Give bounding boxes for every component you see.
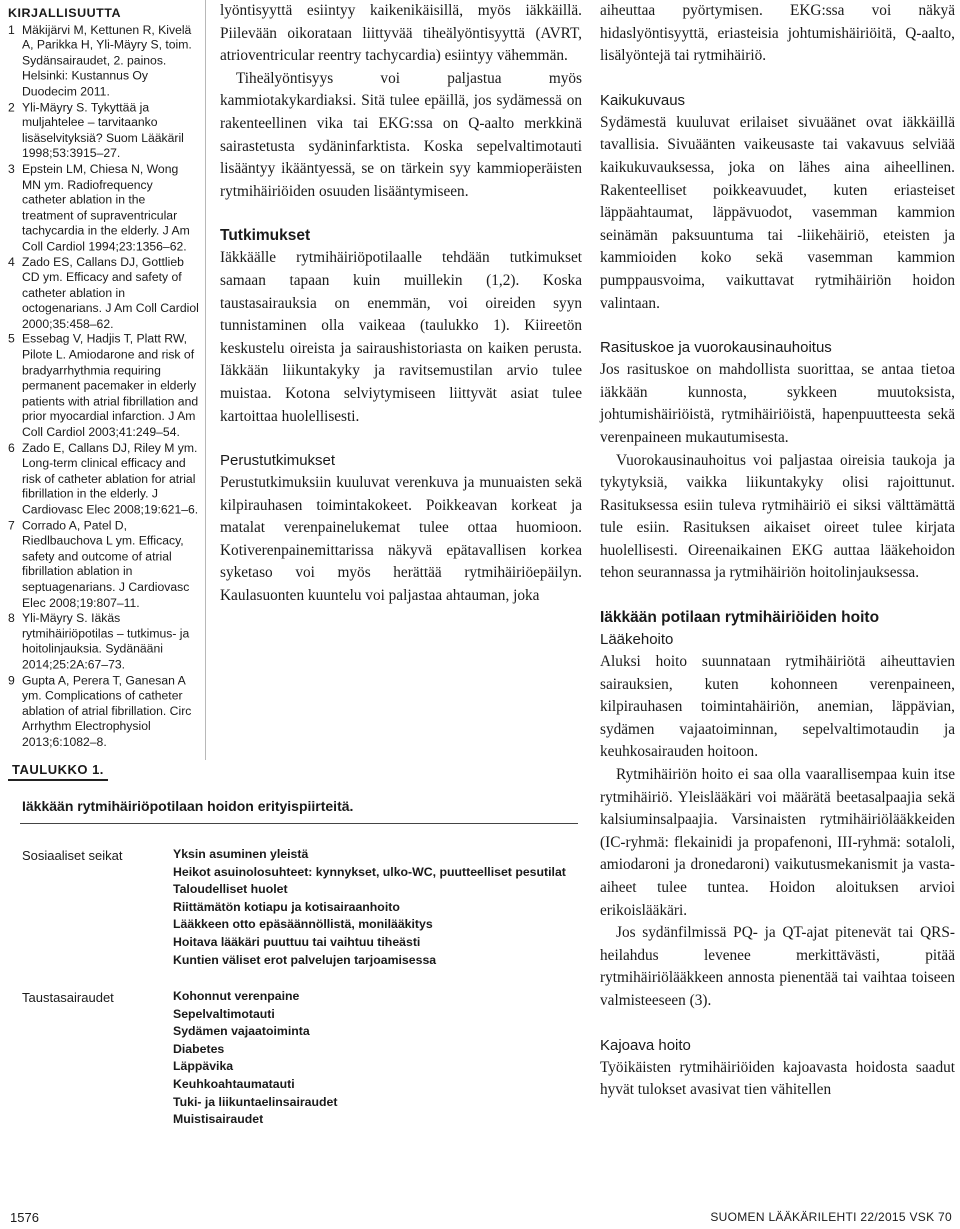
subheading-kaikukuvaus: Kaikukuvaus [600, 91, 686, 109]
reference-text: Epstein LM, Chiesa N, Wong MN ym. Radiofrequency catheter ablation in the treatment of supraventricular tachycardia in the elderly. J Am Coll Cardiol 1994;23:1356–62. [22, 161, 190, 254]
table-row-items [173, 988, 337, 1129]
table-cell: Sydämen vajaatoiminta [173, 1024, 310, 1039]
reference-number: 6 [8, 440, 15, 455]
reference-number: 3 [8, 161, 15, 176]
body-paragraph: Sydämestä kuuluvat erilaiset sivuäänet ovat iäkkäillä tavallisia. Sivuäänten vaikeusaste tai vakavuus selviää kaikukuvauksessa, joka on lähes aina aiheellinen. Rakenteelliset poikkeavuudet, kuten eriasteiset läppäahtaumat, läppävuodot, vasemman kammion seinämän paksuuntuma tai -liikehäiriö, eteisten ja kammioiden koko sekä vasemman kammion pumppausvoima, vaikuttavat rytmihäiriön hoidon valintaan. [600, 113, 955, 312]
reference-text: Gupta A, Perera T, Ganesan A ym. Complications of catheter ablation of atrial fibrillation. Circ Arrhythm Electrophysiol 2013;6:1082–8. [22, 673, 192, 749]
table-cell: Hoitava lääkäri puuttuu tai vaihtuu tiheästi [173, 934, 421, 949]
middle-column [220, 0, 582, 608]
table-cell: Kuntien väliset erot palvelujen tarjoamisessa [173, 952, 437, 967]
section-heading-tutkimukset: Tutkimukset [220, 227, 311, 245]
body-paragraph: aiheuttaa pyörtymisen. EKG:ssa voi näkyä hidaslyöntisyyttä, eriasteisia johtumishäiriöitä, Q-aalto, lisälyöntejä tai rytmihäiriö. [600, 2, 955, 65]
body-paragraph: Iäkkäälle rytmihäiriöpotilaalle tehdään tutkimukset samaan tapaan kuin muillekin (1,2). Koska taustasairauksia on enemmän, voi oireiden syyn tunnistaminen olla vaikeaa (taulukko 1). Kiireetön keskustelu oireista ja sairaushistoriasta on kaiken perusta. Iäkkään liikuntakyky ja ravitsemustilan arvio tulee muistaa. Kotona selviytymiseen liittyvät asiat tulee kartoittaa huolellisesti. [220, 249, 582, 425]
table-cell: Yksin asuminen yleistä [173, 847, 309, 861]
reference-number: 1 [8, 22, 15, 37]
table-cell: Muistisairaudet [173, 1112, 264, 1127]
reference-number: 9 [8, 673, 15, 687]
reference-item [8, 441, 200, 518]
reference-text: Essebag V, Hadjis T, Platt RW, Pilote L. Amiodarone and risk of bradyarrhythmia requiring permanent pacemaker in elderly patients with atrial fibrillation and prior myocardial infarction. J Am Coll Cardiol 2003;41:249–54. [22, 332, 199, 440]
body-paragraph: Jos rasituskoe on mahdollista suorittaa, se antaa tietoa iäkkään kunnosta, sykkeen muutoksista, johtumishäiriöistä, rytmihäiriöistä, hapenpuutteesta sekä verenpaineen mukautumisesta. [600, 361, 955, 446]
references-section [8, 6, 200, 750]
journal-info: SUOMEN LÄÄKÄRILEHTI 22/2015 VSK 70 [710, 1210, 952, 1224]
reference-item [8, 162, 200, 255]
reference-item [8, 332, 200, 440]
reference-text: Yli-Mäyry S. Tykyttää ja muljahtelee – tarvitaanko lisäselvityksiä? Suom Lääkäril 1998;53:3915–27. [22, 99, 184, 161]
table-caption: Iäkkään rytmihäiriöpotilaan hoidon erityispiirteitä. [22, 798, 354, 814]
reference-text: Zado ES, Callans DJ, Gottlieb CD ym. Efficacy and safety of catheter ablation in octogenarians. J Am Coll Cardiol 2000;35:458–62. [22, 254, 199, 331]
reference-number: 4 [8, 254, 15, 269]
subheading-perustutkimukset: Perustutkimukset [220, 452, 336, 470]
body-paragraph: lyöntisyyttä esiintyy kaikenikäisillä, myös iäkkäillä. Piilevään oikorataan liittyvää tiheälyöntisyyttä (AVRT, atrioventricular reentry tachycardia) esiintyy vähemmän. [220, 2, 582, 65]
reference-text: Corrado A, Patel D, Riedlbauchova L ym. Efficacy, safety and outcome of atrial fibrillation ablation in septuagenarians. J Cardiovasc Elec 2008;19:807–11. [22, 518, 190, 610]
body-paragraph: Työikäisten rytmihäiriöiden kajoavasta hoidosta saadut hyvät tulokset avasivat tien vähitellen [600, 1058, 955, 1099]
body-paragraph: Tiheälyöntisyys voi paljastua myös kammiotakykardiaksi. Sitä tulee epäillä, jos sydämessä on rakenteellinen vika tai EKG:ssa on Q-aalto merkkinä sairastetusta sydäninfarktista. Koska sepelvaltimotauti lisääntyy ikääntyessä, se on tärkein syy kammioperäisten rytmihäiriöiden osuuden lisääntymiseen. [220, 69, 582, 200]
right-column [600, 0, 955, 1102]
table-cell: Sepelvaltimotauti [173, 1006, 275, 1021]
body-paragraph: Aluksi hoito suunnataan rytmihäiriötä aiheuttavien sairauksien, kuten kohonneen verenpaineen, kilpirauhasen toimintahäiriön, anemian, läppävian, sydämen vajaatoiminnan, sepelvaltimotaudin ja keuhkosairauden hoitoon. [600, 653, 955, 761]
body-paragraph: Rytmihäiriön hoito ei saa olla vaarallisempaa kuin itse rytmihäiriö. Yleislääkäri voi määrätä beetasalpaajia sekä kalsiuminsalpaajia. Varsinaisten rytmihäiriölääkkeiden (IC-ryhmä: flekainidi ja propafenoni, III-ryhmä: sotaloli, amiodaroni ja dronedaroni) vaikutusmekanismit ja vasta-aiheet tulee tuntea. Hoidon aloituksen arvioi erikoislääkäri. [600, 766, 955, 919]
subheading-kajoava-hoito: Kajoava hoito [600, 1036, 691, 1054]
table-row-items [173, 846, 566, 969]
reference-text: Mäkijärvi M, Kettunen R, Kivelä A, Parikka H, Yli-Mäyry S, toim. Sydänsairaudet, 2. painos. Helsinki: Kustannus Oy Duodecim 2011. [22, 22, 192, 99]
table-label: TAULUKKO 1. [8, 760, 108, 781]
body-paragraph: Jos sydänfilmissä PQ- ja QT-ajat pitenevät tai QRS-heilahdus levenee merkittävästi, pitää rytmihäiriölääkkeen annosta pienentää tai vaihtaa toiseen valmisteeseen (3). [600, 924, 955, 1009]
reference-text: Zado E, Callans DJ, Riley M ym. Long-term clinical efficacy and risk of catheter ablation for atrial fibrillation in the elderly. J Cardiovasc Elec 2008;19:621–6. [22, 440, 199, 517]
body-paragraph: Perustutkimuksiin kuuluvat verenkuva ja munuaisten sekä kilpirauhasen toimintakokeet. Poikkeavan korkeat ja matalat verenpainelukemat tulee ottaa huomioon. Kotiverenpainemittarissa näkyvä epätavallisen korkea syketaso voi myös herättää rytmihäiriöepäilyn. Kaulasuonten kuuntelu voi paljastaa ahtauman, joka [220, 474, 582, 605]
reference-number: 7 [8, 518, 15, 533]
body-paragraph: Vuorokausinauhoitus voi paljastaa oireisia taukoja ja tykytyksiä, vaikka liikuntakyky olisi rajoittunut. Rasituksessa esiin tuleva rytmihäiriö ei siksi välttämättä tule esiin. Rasituksen aikaiset oireet tulee kirjata huolellisesti. Oireenaikainen EKG auttaa lääkehoidon tehon seurannassa ja rytmihäiriön hoitolinjauksessa. [600, 451, 955, 582]
table-row-category: Taustasairaudet [22, 990, 114, 1005]
reference-text: Yli-Mäyry S. Iäkäs rytmihäiriöpotilas – tutkimus- ja hoitolinjauksia. Sydänääni 2014;25:2A:67–73. [22, 611, 190, 672]
subheading-laakehoito: Lääkehoito [600, 631, 674, 649]
table-1 [8, 760, 578, 1127]
reference-number: 2 [8, 99, 15, 114]
column-divider [205, 0, 206, 760]
section-heading-hoito: Iäkkään potilaan rytmihäiriöiden hoito [600, 609, 880, 627]
reference-item [8, 673, 200, 750]
page-number: 1576 [10, 1210, 39, 1225]
reference-item [8, 255, 200, 332]
table-cell: Taloudelliset huolet [173, 882, 288, 897]
table-row-category: Sosiaaliset seikat [22, 848, 123, 863]
table-cell: Kohonnut verenpaine [173, 989, 300, 1003]
subheading-rasituskoe: Rasituskoe ja vuorokausinauhoitus [600, 339, 832, 357]
reference-number: 5 [8, 332, 15, 347]
reference-number: 8 [8, 611, 15, 625]
table-cell: Tuki- ja liikuntaelinsairaudet [173, 1094, 338, 1109]
reference-item [8, 100, 200, 162]
table-cell: Diabetes [173, 1041, 225, 1056]
table-cell: Läppävika [173, 1059, 234, 1074]
table-cell: Riittämätön kotiapu ja kotisairaanhoito [173, 899, 400, 914]
reference-item [8, 518, 200, 611]
table-divider [20, 823, 578, 824]
table-cell: Heikot asuinolosuhteet: kynnykset, ulko-WC, puutteelliset pesutilat [173, 864, 566, 879]
reference-item [8, 611, 200, 673]
table-cell: Keuhkoahtaumatauti [173, 1076, 295, 1091]
table-cell: Lääkkeen otto epäsäännöllistä, monilääkitys [173, 917, 433, 932]
reference-item [8, 22, 200, 99]
references-heading: KIRJALLISUUTTA [8, 6, 122, 20]
